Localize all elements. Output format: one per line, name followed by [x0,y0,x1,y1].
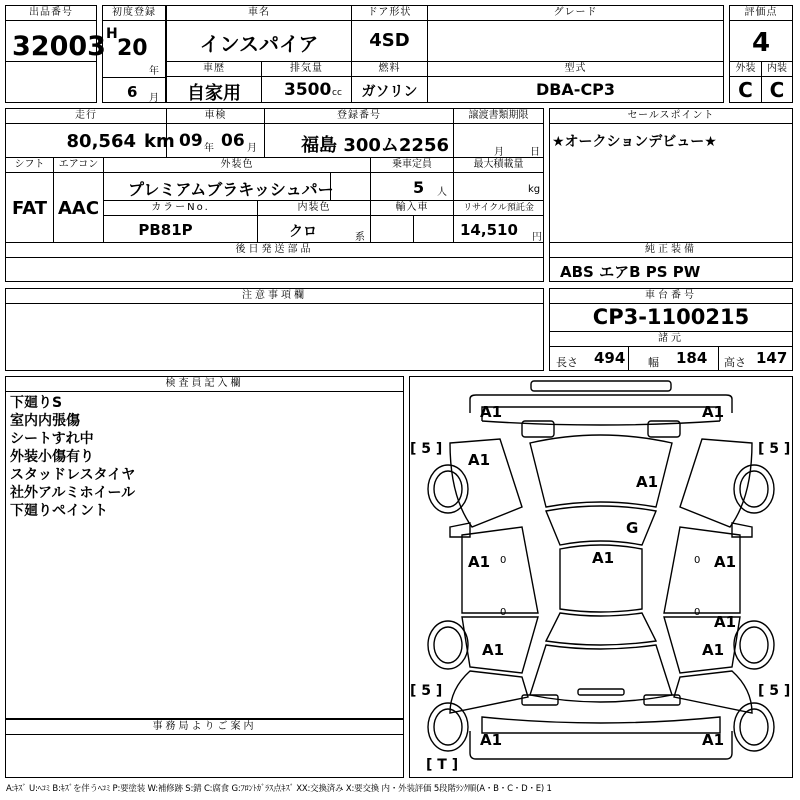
capacity-label: 乗車定員 [371,158,453,173]
damage-door-fr: A1 [714,553,737,571]
genuine-cell [549,242,793,282]
displacement-label: 排気量 [262,62,351,77]
width-value: 184 [676,349,708,367]
damage-front-left: A1 [480,403,503,421]
displacement-unit: cc [332,88,342,98]
office-label: 事務局よりご案内 [6,720,403,735]
import-cell [370,200,454,243]
inspection-label: 車検 [167,109,264,124]
door-label: ドア形状 [352,6,427,21]
chassis-cell [549,288,793,371]
history-value: 自家用 [187,83,241,104]
name-label: 車名 [167,6,351,21]
max-load-label: 最大積載量 [454,158,543,173]
later-parts-label: 後日発送部品 [6,243,543,258]
aircon-cell [53,157,104,243]
zero-marker: 0 [500,555,507,566]
height-value: 147 [756,349,788,367]
int-color-unit: 系 [355,232,365,243]
ext-grade-label: 外装 [730,62,761,77]
inspector-cell [5,376,404,719]
zero-marker: 0 [500,607,507,618]
year-unit: 年 [149,66,159,77]
inspector-note: 室内内張傷 [10,413,80,429]
displacement-cell [261,61,352,103]
ext-color-cell [103,157,371,201]
mileage-cell [5,108,175,158]
transfer-month-unit: 月 [494,147,504,158]
tire-rl: [ 5 ] [410,683,443,699]
import-label: 輸入車 [371,201,453,216]
tire-fl: [ 5 ] [410,441,443,457]
inspector-label: 検査員記入欄 [6,377,403,392]
damage-quarter-left: A1 [482,641,505,659]
car-outline [410,377,792,777]
mileage-unit: km [144,131,175,152]
aircon-label: エアコン [54,158,103,173]
era-letter: H [106,26,118,42]
ext-grade-cell [729,61,762,103]
damage-roof: A1 [592,549,615,567]
spare-tire: [ T ] [426,757,459,773]
transfer-label: 譲渡書類期限 [454,109,543,124]
insp-year: 09 [179,131,203,151]
length-value: 494 [594,349,626,367]
reg-year: 20 [117,36,148,61]
recycle-label: リサイクル預託金 [454,201,543,216]
model-value: DBA-CP3 [535,80,616,99]
chassis-value: CP3-1100215 [592,305,750,329]
color-no-value: PB81P [138,221,193,239]
shift-label: シフト [6,158,53,173]
damage-rear-right: A1 [702,731,725,749]
damage-quarter-right: A1 [702,641,725,659]
width-label: 幅 [648,356,659,369]
zero-marker: 0 [694,607,701,618]
tire-fr: [ 5 ] [758,441,791,457]
legend-text: A:ｷｽﾞ U:ﾍｺﾐ B:ｷｽﾞを伴うﾍｺﾐ P:要塗装 W:補修跡 S:錆 C:腐食 G:ﾌﾛﾝﾄｶﾞﾗｽ点ｷｽﾞ XX:交換済み X:要交換 内・外装評価 5段階ﾗﾝｸ順(A・B・C・D・E) 1 [6,784,552,794]
ext-color-label: 外装色 [104,158,370,173]
insp-month-unit: 月 [247,143,257,154]
zero-marker: 0 [694,555,701,566]
door-cell [351,5,428,62]
int-color-cell [257,200,371,243]
shift-value: FAT [11,198,48,219]
fuel-cell [351,61,428,103]
tire-rr: [ 5 ] [758,683,791,699]
inspector-note: シートすれ中 [10,431,94,447]
history-label: 車歴 [167,62,261,77]
mileage-label: 走行 [6,109,166,124]
displacement-value: 3500 [284,80,332,100]
damage-rear-left: A1 [480,731,503,749]
reg-no-value: 福島 300ム2256 [301,135,449,156]
specs-label: 諸元 [550,332,792,347]
max-load-cell [453,157,544,201]
damage-door-rr: A1 [714,613,737,631]
color-no-label: カラーNo. [104,201,257,216]
max-load-unit: kg [528,184,541,195]
inspector-note: スタッドレスタイヤ [10,467,136,483]
height-label: 高さ [724,356,746,369]
grade-cell [427,5,724,62]
int-grade-label: 内装 [762,62,792,77]
grade-label: グレード [428,6,723,21]
lot-number: 32003 [12,31,106,62]
sales-point-text: ★オークションデビュー★ [552,134,717,150]
shift-cell [5,157,54,243]
int-grade-value: C [769,78,785,102]
fuel-label: 燃料 [352,62,427,77]
recycle-value: 14,510 [460,221,518,239]
car-name: インスパイア [199,32,319,56]
first-reg-label: 初度登録 [103,6,165,21]
aircon-value: AAC [57,198,100,219]
damage-fender-left: A1 [468,451,491,469]
first-reg-cell [102,5,166,103]
damage-windshield: G [626,519,639,537]
model-cell [427,61,724,103]
score-label: 評価点 [730,6,792,21]
length-label: 長さ [556,356,578,369]
chassis-label: 車台番号 [550,289,792,304]
mileage-value: 80,564 [66,131,136,152]
inspector-note: 下廻りS [10,395,63,411]
int-grade-cell [761,61,793,103]
later-parts-cell [5,242,544,282]
genuine-label: 純正装備 [550,243,792,258]
name-cell [166,5,352,62]
capacity-cell [370,157,454,201]
fuel-value: ガソリン [361,84,418,100]
inspector-note: 社外アルミホイール [10,485,136,501]
int-color-value: クロ [289,224,317,240]
sales-point-cell [549,108,793,243]
capacity-unit: 人 [437,187,447,198]
inspector-note: 外装小傷有り [10,449,94,465]
insp-year-unit: 年 [204,143,214,154]
sales-point-label: セールスポイント [550,109,792,124]
transfer-cell [453,108,544,158]
reg-month: 6 [127,83,138,101]
damage-hood: A1 [636,473,659,491]
month-unit: 月 [149,93,159,104]
inspector-note: 下廻りペイント [10,503,108,519]
history-cell [166,61,262,103]
transfer-day-unit: 日 [530,147,540,158]
notes-cell [5,288,544,371]
color-no-cell [103,200,258,243]
ext-grade-value: C [738,78,753,102]
damage-diagram [409,376,793,778]
recycle-cell [453,200,544,243]
score-cell [729,5,793,62]
notes-label: 注意事項欄 [6,289,543,304]
reg-no-cell [264,108,454,158]
lot-label: 出品番号 [6,6,96,21]
reg-no-label: 登録番号 [265,109,453,124]
model-label: 型式 [428,62,723,77]
recycle-unit: 円 [532,232,542,243]
ext-color-value: プレミアムブラキッシュパー [128,180,334,199]
damage-door-fl: A1 [468,553,491,571]
door-type: 4SD [369,30,410,51]
office-cell [5,719,404,778]
genuine-value: ABS エアB PS PW [560,263,701,281]
capacity-value: 5 [413,178,425,197]
int-color-label: 内装色 [258,201,370,216]
lot-cell [5,5,106,103]
insp-month: 06 [221,131,245,151]
damage-front-right: A1 [702,403,725,421]
inspection-cell [166,108,265,158]
score-value: 4 [751,28,771,58]
